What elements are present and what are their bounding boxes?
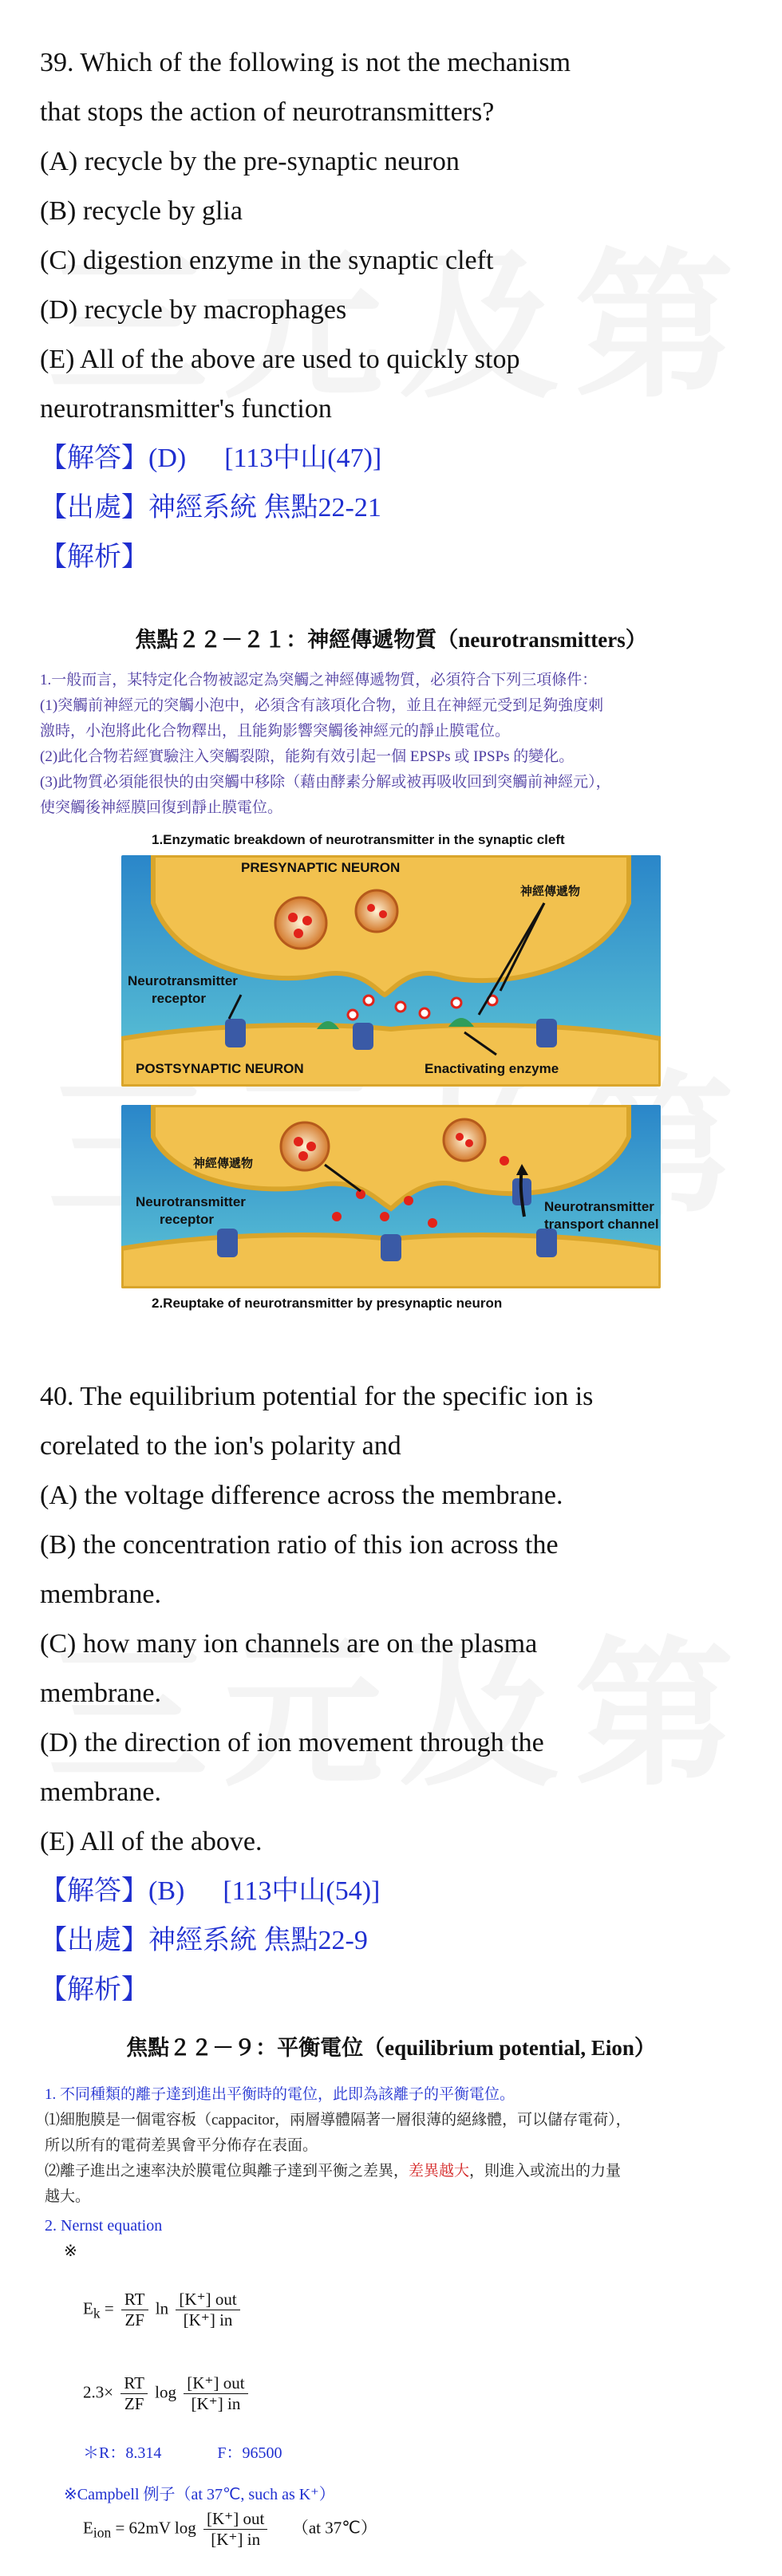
q40-option-d: (D) the direction of ion movement through the	[40, 1728, 544, 1757]
label-postsynaptic: POSTSYNAPTIC NEURON	[136, 1061, 304, 1076]
q40-answer: 【解答】(B) [113中山(54)]	[40, 1876, 381, 1906]
figure-text: 激時，小泡將此化合物釋出，且能夠影響突觸後神經元的靜止膜電位。	[40, 723, 511, 740]
note-line: 越大。	[45, 2188, 91, 2205]
q40-option-e: (E) All of the above.	[40, 1827, 263, 1856]
equilibrium-notes	[45, 2082, 747, 2264]
q40-line: membrane.	[40, 1679, 161, 1708]
constants: ＊R：8.314 F：96500	[83, 2444, 282, 2462]
q40-explain: 【解析】	[40, 1975, 148, 2005]
figure-text: 使突觸後神經膜回復到靜止膜電位。	[40, 799, 283, 816]
nernst-equation-ln: $E_k$ = $\frac{RT}{ZF}$ ln $\frac{\text{[K⁺] out}}{[K^+] in}$	[83, 2290, 243, 2330]
q39-line: neurotransmitter's function	[40, 394, 332, 424]
q40-line: membrane.	[40, 1777, 161, 1807]
figure-text: (2)此化合物若經實驗注入突觸裂隙，能夠有效引起一個 EPSPs 或 IPSPs 的變化。	[40, 748, 575, 765]
note-line: 所以所有的電荷差異會平分佈存在表面。	[45, 2137, 318, 2154]
figure-text: 1.一般而言，某特定化合物被認定為突觸之神經傳遞物質，必須符合下列三項條件：	[40, 672, 598, 688]
q39-option-d: (D) recycle by macrophages	[40, 295, 347, 325]
note-line: ⑴細胞膜是一個電容板（cappacitor，兩層導體隔著一層很薄的絕緣體，可以儲存電荷），	[45, 2112, 631, 2128]
q39-option-e: (E) All of the above are used to quickly stop	[40, 345, 520, 374]
figure-neurotransmitters	[40, 622, 742, 821]
q39-option-a: (A) recycle by the pre-synaptic neuron	[40, 147, 460, 176]
diagram-caption-bottom: 2.Reuptake of neurotransmitter by presynaptic neuron	[152, 1296, 503, 1311]
q40-option-a: (A) the voltage difference across the membrane.	[40, 1481, 563, 1510]
synapse-diagram-enzyme	[121, 855, 661, 1087]
label-enzyme: Enactivating enzyme	[425, 1061, 559, 1076]
campbell-example: ※Campbell 例子（at 37℃, such as K⁺）	[64, 2486, 335, 2503]
label-receptor: receptor	[152, 991, 207, 1006]
nernst-equation-log: 2.3× $\frac{RT}{ZF}$ log $\frac{\text{[K⁺] out}}{[K^+] in}$	[83, 2373, 251, 2414]
q40-line: 40. The equilibrium potential for the specific ion is	[40, 1382, 594, 1411]
q39-option-b: (B) recycle by glia	[40, 196, 243, 226]
q40-option-c: (C) how many ion channels are on the plasma	[40, 1629, 538, 1659]
question-40	[40, 1372, 742, 2015]
figure-text: (3)此物質必須能很快的由突觸中移除（藉由酵素分解或被再吸收回到突觸前神經元），	[40, 774, 611, 791]
label-neurotransmitter: 神經傳遞物	[520, 885, 581, 898]
note-mark: ※	[64, 2243, 77, 2260]
synapse-diagram-reuptake	[121, 1105, 661, 1288]
q40-option-b: (B) the concentration ratio of this ion across the	[40, 1530, 559, 1560]
label-presynaptic: PRESYNAPTIC NEURON	[241, 860, 401, 875]
figure-title: 焦點２２－２１：神經傳遞物質（neurotransmitters）	[135, 628, 647, 652]
campbell-equation: $E_{ion} = 62mV$ log $\frac{\text{[K⁺] out}}{[K^+] in}$ （at 37℃）	[83, 2509, 377, 2549]
nernst-heading: 2. Nernst equation	[45, 2217, 163, 2235]
q39-line: 39. Which of the following is not the mechanism	[40, 48, 571, 77]
label-transport-channel: transport channel	[544, 1217, 659, 1232]
label-receptor: Neurotransmitter	[128, 973, 238, 988]
question-39	[40, 38, 742, 582]
figure-text: (1)突觸前神經元的突觸小泡中，必須含有該項化合物，並且在神經元受到足夠強度刺	[40, 697, 604, 714]
note-line: 1. 不同種類的離子達到進出平衡時的電位，此即為該離子的平衡電位。	[45, 2086, 515, 2103]
q40-line: membrane.	[40, 1580, 161, 1609]
label-transport-channel: Neurotransmitter	[544, 1199, 654, 1214]
q40-source: 【出處】神經系統 焦點22-9	[40, 1926, 368, 1955]
q39-option-c: (C) digestion enzyme in the synaptic cleft	[40, 246, 494, 275]
note-line: ⑵離子進出之速率決於膜電位與離子達到平衡之差異，差異越大，則進入或流出的力量	[45, 2163, 622, 2180]
q40-line: corelated to the ion's polarity and	[40, 1431, 401, 1461]
q39-explain: 【解析】	[40, 542, 148, 572]
q39-answer: 【解答】(D) [113中山(47)]	[40, 444, 382, 473]
q39-source: 【出處】神經系統 焦點22-21	[40, 493, 381, 523]
figure-title: 焦點２２－９：平衡電位（equilibrium potential, Eion）	[126, 2036, 656, 2060]
label-receptor: Neurotransmitter	[136, 1194, 246, 1209]
diagram-caption-top: 1.Enzymatic breakdown of neurotransmitter in the synaptic cleft	[152, 832, 565, 847]
label-receptor: receptor	[160, 1212, 215, 1227]
label-neurotransmitter: 神經傳遞物	[193, 1157, 254, 1170]
q39-line: that stops the action of neurotransmitters?	[40, 97, 495, 127]
